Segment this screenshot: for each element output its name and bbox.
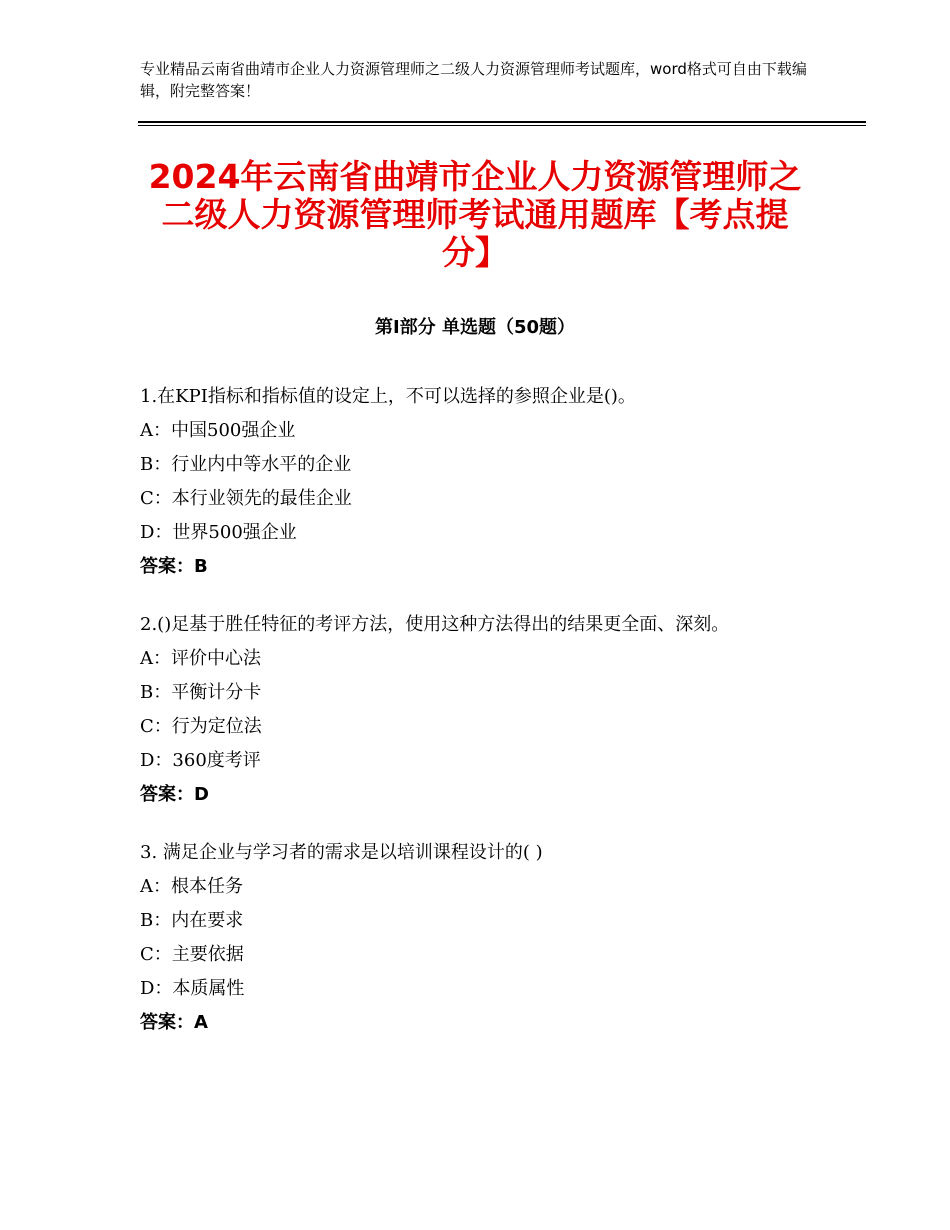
document-title: 2024年云南省曲靖市企业人力资源管理师之二级人力资源管理师考试通用题库【考点提分】 <box>148 157 802 272</box>
option-d: D：本质属性 <box>140 978 245 999</box>
question-text: 3. 满足企业与学习者的需求是以培训课程设计的( ) <box>140 842 543 863</box>
question-1 <box>140 382 810 582</box>
question-list <box>140 382 810 1066</box>
option-c: C：主要依据 <box>140 944 244 965</box>
header-divider <box>138 121 866 123</box>
question-text: 1.在KPI指标和指标值的设定上，不可以选择的参照企业是()。 <box>140 386 636 407</box>
question-2 <box>140 610 810 810</box>
option-a: A：根本任务 <box>140 876 243 897</box>
header-divider-thin <box>138 125 866 126</box>
option-a: A：中国500强企业 <box>140 420 296 441</box>
option-c: C：本行业领先的最佳企业 <box>140 488 352 509</box>
answer: 答案：B <box>140 556 208 577</box>
answer: 答案：D <box>140 784 209 805</box>
question-text: 2.()足基于胜任特征的考评方法，使用这种方法得出的结果更全面、深刻。 <box>140 614 730 635</box>
answer: 答案：A <box>140 1012 208 1033</box>
header-note: 专业精品云南省曲靖市企业人力资源管理师之二级人力资源管理师考试题库，word格式可自由下载编辑，附完整答案！ <box>140 60 807 100</box>
option-a: A：评价中心法 <box>140 648 261 669</box>
option-b: B：内在要求 <box>140 910 244 931</box>
section-title: 第Ⅰ部分 单选题（50题） <box>374 317 575 338</box>
option-c: C：行为定位法 <box>140 716 262 737</box>
question-3 <box>140 838 810 1038</box>
option-d: D：世界500强企业 <box>140 522 297 543</box>
option-b: B：平衡计分卡 <box>140 682 262 703</box>
option-b: B：行业内中等水平的企业 <box>140 454 352 475</box>
option-d: D：360度考评 <box>140 750 261 771</box>
